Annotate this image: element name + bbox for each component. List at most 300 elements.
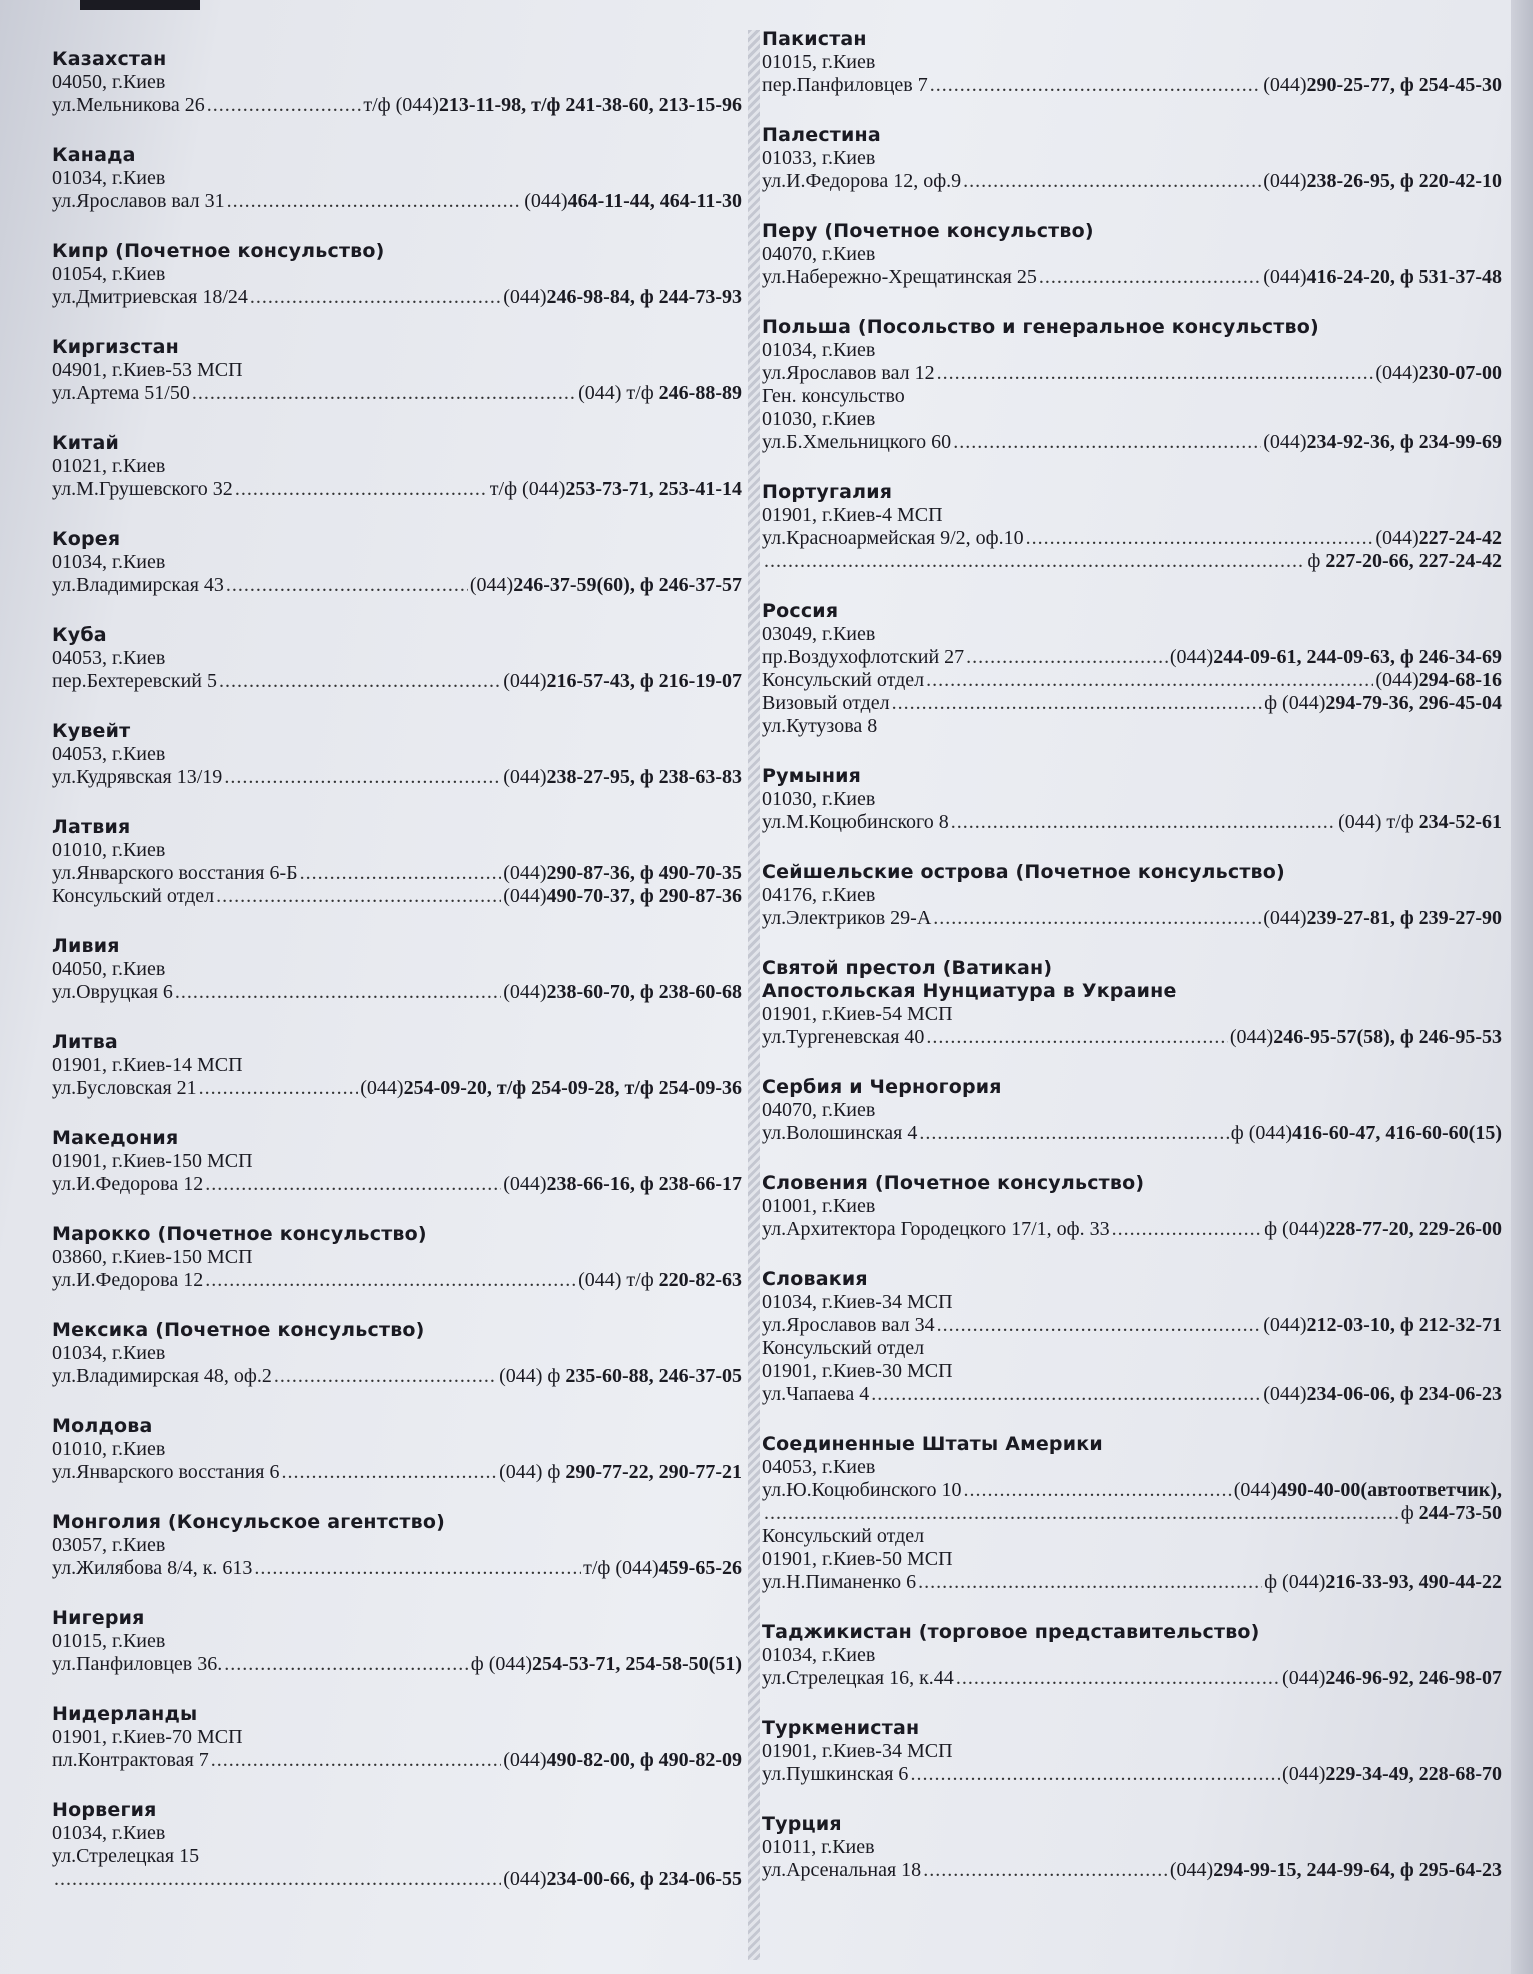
phone-numbers <box>503 1868 742 1891</box>
contact-row <box>762 1314 1502 1337</box>
phone-prefix: (044) ф <box>499 1461 566 1483</box>
embassy-entry <box>52 432 742 501</box>
phone-numbers <box>1401 1502 1502 1525</box>
phone-numbers <box>1264 1218 1502 1241</box>
country-name: Киргизстан <box>52 336 179 358</box>
country-name: Пакистан <box>762 28 867 50</box>
address-line: 01011, г.Киев <box>762 1836 875 1858</box>
address-label: ул.Волошинская 4 <box>762 1122 918 1144</box>
contact-row <box>762 1571 1502 1594</box>
leader-dots <box>764 550 1305 573</box>
address-line: 04053, г.Киев <box>52 743 166 765</box>
contact-row <box>762 1502 1502 1525</box>
phone-prefix: (044) <box>503 1173 547 1195</box>
phone-prefix: (044) <box>1233 1479 1278 1501</box>
country-name: Марокко (Почетное консульство) <box>52 1223 427 1245</box>
address-label: ул.Красноармейская 9/2, оф.10 <box>762 527 1024 549</box>
address-line: 04176, г.Киев <box>762 884 876 906</box>
phone-prefix: т/ф (044) <box>489 478 566 500</box>
country-name: Туркменистан <box>762 1717 920 1739</box>
phone-prefix: ф (044) <box>1264 1571 1326 1593</box>
phone-numbers <box>1264 692 1502 715</box>
address-label: ул.Кудрявская 13/19 <box>52 766 223 788</box>
phone-numbers <box>1263 907 1502 930</box>
embassy-entry <box>762 28 1502 97</box>
address-label: ул.Ярославов вал 12 <box>762 362 935 384</box>
embassy-entry <box>52 336 742 405</box>
address-line: 04053, г.Киев <box>762 1456 876 1478</box>
phone-number-bold: 234-92-36, ф 234-99-69 <box>1306 431 1502 453</box>
address-label: Консульский отдел <box>52 885 215 907</box>
leader-dots <box>933 907 1261 930</box>
address-label: ул.Артема 51/50 <box>52 382 190 404</box>
leader-dots <box>1026 527 1374 550</box>
phone-prefix: (044) <box>503 862 547 884</box>
contact-row <box>52 574 742 597</box>
leader-dots <box>892 692 1262 715</box>
contact-row <box>52 1269 742 1292</box>
address-line: 01901, г.Киев-54 МСП <box>762 1003 953 1025</box>
phone-prefix: (044) <box>1263 74 1307 96</box>
embassy-entry <box>762 600 1502 738</box>
leader-dots <box>930 74 1261 97</box>
leader-dots <box>300 862 502 885</box>
phone-numbers <box>1263 431 1502 454</box>
country-name: Святой престол (Ватикан) <box>762 957 1053 979</box>
phone-numbers <box>1263 1383 1502 1406</box>
phone-numbers <box>1282 1667 1502 1690</box>
leader-dots <box>282 1461 498 1484</box>
country-name: Китай <box>52 432 119 454</box>
phone-number-bold: 254-09-20, т/ф 254-09-28, т/ф 254-09-36 <box>403 1077 742 1099</box>
address-label: ул.Владимирская 43 <box>52 574 224 596</box>
phone-number-bold: 416-24-20, ф 531-37-48 <box>1306 266 1502 288</box>
country-name: Польша (Посольство и генеральное консульство) <box>762 316 1319 338</box>
phone-number-bold: 216-57-43, ф 216-19-07 <box>546 670 742 692</box>
country-name: Нигерия <box>52 1607 145 1629</box>
embassy-entry <box>762 1268 1502 1406</box>
phone-prefix: (044) <box>503 885 547 907</box>
contact-row <box>762 1667 1502 1690</box>
phone-number-bold: 213-11-98, т/ф 241-38-60, 213-15-96 <box>438 94 742 116</box>
address-label: ул.Бусловская 21 <box>52 1077 197 1099</box>
country-name: Словакия <box>762 1268 868 1290</box>
embassy-entry <box>52 1127 742 1196</box>
leader-dots <box>963 170 1261 193</box>
address-line: 01901, г.Киев-30 МСП <box>762 1360 953 1382</box>
phone-prefix: т/ф (044) <box>363 94 439 116</box>
leader-dots <box>910 1763 1280 1786</box>
address-line: 04050, г.Киев <box>52 71 166 93</box>
embassy-entry <box>762 220 1502 289</box>
phone-number-bold: 294-79-36, 296-45-04 <box>1325 692 1502 714</box>
embassy-entry <box>762 1813 1502 1882</box>
phone-prefix: (044) <box>503 670 547 692</box>
address-line: 04070, г.Киев <box>762 1099 876 1121</box>
address-line: 01030, г.Киев <box>762 788 876 810</box>
phone-number-bold: 464-11-44, 464-11-30 <box>567 190 742 212</box>
phone-numbers <box>1234 1479 1502 1502</box>
phone-number-bold: 246-88-89 <box>658 382 742 404</box>
contact-row <box>52 885 742 908</box>
phone-prefix: ф (044) <box>1264 1218 1326 1240</box>
address-label: пл.Контрактовая 7 <box>52 1749 209 1771</box>
right-column <box>762 28 1502 1909</box>
address-line: 01021, г.Киев <box>52 455 166 477</box>
address-line: 01033, г.Киев <box>762 147 876 169</box>
phone-prefix: (044) <box>1263 1383 1307 1405</box>
contact-row <box>762 1763 1502 1786</box>
leader-dots <box>227 190 523 213</box>
phone-number-bold: 230-07-00 <box>1418 362 1502 384</box>
address-label: ул.Пушкинская 6 <box>762 1763 909 1785</box>
address-line: 01901, г.Киев-50 МСП <box>762 1548 953 1570</box>
phone-prefix: (044) ф <box>499 1365 566 1387</box>
address-line: 04050, г.Киев <box>52 958 166 980</box>
embassy-entry <box>52 1799 742 1891</box>
phone-numbers <box>1375 527 1502 550</box>
phone-numbers <box>1307 550 1502 573</box>
leader-dots <box>207 94 362 117</box>
phone-number-bold: 228-77-20, 229-26-00 <box>1325 1218 1502 1240</box>
leader-dots <box>216 885 501 908</box>
embassy-entry <box>52 720 742 789</box>
phone-number-bold: 294-99-15, 244-99-64, ф 295-64-23 <box>1213 1859 1502 1881</box>
address-line: 01015, г.Киев <box>52 1630 166 1652</box>
address-label: ул.Овруцкая 6 <box>52 981 173 1003</box>
address-line: 01001, г.Киев <box>762 1195 876 1217</box>
phone-numbers <box>524 190 742 213</box>
address-line: 01901, г.Киев-34 МСП <box>762 1740 953 1762</box>
phone-prefix: ф <box>1400 1502 1419 1524</box>
address-label: ул.Дмитриевская 18/24 <box>52 286 248 308</box>
phone-prefix: (044) <box>1282 1763 1326 1785</box>
country-name: Словения (Почетное консульство) <box>762 1172 1145 1194</box>
phone-numbers <box>360 1077 742 1100</box>
embassy-entry <box>762 481 1502 573</box>
contact-row <box>52 1868 742 1891</box>
phone-numbers <box>1263 170 1502 193</box>
embassy-entry <box>52 1031 742 1100</box>
leader-dots <box>219 670 501 693</box>
country-name: Корея <box>52 528 121 550</box>
embassy-entry <box>52 48 742 117</box>
leader-dots <box>1112 1218 1263 1241</box>
embassy-entry <box>52 624 742 693</box>
phone-number-bold: 227-20-66, 227-24-42 <box>1325 550 1502 572</box>
contact-row <box>52 1653 742 1676</box>
address-label: ул.Январского восстания 6-Б <box>52 862 298 884</box>
address-label: ул.Тургеневская 40 <box>762 1026 925 1048</box>
phone-number-bold: 235-60-88, 246-37-05 <box>565 1365 742 1387</box>
contact-row <box>762 362 1502 385</box>
address-line: 01901, г.Киев-150 МСП <box>52 1150 253 1172</box>
address-label: ул.Н.Пиманенко 6 <box>762 1571 917 1593</box>
phone-prefix: (044) <box>360 1077 404 1099</box>
contact-row <box>52 981 742 1004</box>
phone-number-bold: 216-33-93, 490-44-22 <box>1325 1571 1502 1593</box>
contact-row <box>762 1383 1502 1406</box>
embassy-entry <box>52 1319 742 1388</box>
country-name: Соединенные Штаты Америки <box>762 1433 1103 1455</box>
address-line: 04901, г.Киев-53 МСП <box>52 359 243 381</box>
address-label: пер.Панфиловцев 7 <box>762 74 928 96</box>
phone-prefix: (044) <box>503 981 547 1003</box>
phone-numbers <box>499 1461 742 1484</box>
phone-number-bold: 238-60-70, ф 238-60-68 <box>546 981 742 1003</box>
column-divider <box>748 30 760 1960</box>
address-line: 01901, г.Киев-4 МСП <box>762 504 943 526</box>
country-name: Сербия и Черногория <box>762 1076 1002 1098</box>
phone-number-bold: 490-40-00(автоответчик), <box>1277 1479 1502 1501</box>
phone-prefix: (044) <box>1282 1667 1326 1689</box>
leader-dots <box>235 478 488 501</box>
contact-row <box>52 1749 742 1772</box>
address-label: ул.Чапаева 4 <box>762 1383 870 1405</box>
embassy-entry <box>762 957 1502 1049</box>
leader-dots <box>254 1557 581 1580</box>
phone-numbers <box>503 286 742 309</box>
phone-number-bold: 246-37-59(60), ф 246-37-57 <box>513 574 742 596</box>
address-label: Визовый отдел <box>762 692 890 714</box>
phone-number-bold: 229-34-49, 228-68-70 <box>1325 1763 1502 1785</box>
phone-number-bold: 459-65-26 <box>658 1557 742 1579</box>
phone-number-bold: 238-27-95, ф 238-63-83 <box>546 766 742 788</box>
leader-dots <box>926 669 1373 692</box>
country-name: Таджикистан (торговое представительство) <box>762 1621 1260 1643</box>
embassy-entry <box>762 1621 1502 1690</box>
contact-row <box>762 550 1502 573</box>
phone-prefix: (044) <box>1229 1026 1274 1048</box>
contact-row <box>762 1479 1502 1502</box>
leader-dots <box>923 1859 1168 1882</box>
phone-numbers <box>503 885 742 908</box>
address-label: ул.Январского восстания 6 <box>52 1461 280 1483</box>
contact-row <box>52 1365 742 1388</box>
phone-number-bold: 238-66-16, ф 238-66-17 <box>546 1173 742 1195</box>
embassy-entry <box>762 316 1502 454</box>
address-label: ул.Ярославов вал 34 <box>762 1314 935 1336</box>
address-label: ул.Стрелецкая 16, к.44 <box>762 1667 954 1689</box>
contact-row <box>52 1077 742 1100</box>
embassy-entry <box>762 124 1502 193</box>
leader-dots <box>175 981 501 1004</box>
country-name: Кувейт <box>52 720 131 742</box>
phone-prefix: (044) <box>1263 907 1307 929</box>
leader-dots <box>937 362 1374 385</box>
country-name: Куба <box>52 624 107 646</box>
address-line: 01034, г.Киев <box>52 1342 166 1364</box>
address-label: ул.Мельникова 26 <box>52 94 205 116</box>
phone-number-bold: 227-24-42 <box>1418 527 1502 549</box>
phone-prefix: (044) т/ф <box>578 1269 659 1291</box>
phone-numbers <box>1170 1859 1502 1882</box>
phone-numbers <box>490 478 742 501</box>
phone-numbers <box>1170 646 1502 669</box>
address-label: ул.Арсенальная 18 <box>762 1859 922 1881</box>
phone-prefix: (044) <box>503 766 547 788</box>
leader-dots <box>224 766 501 789</box>
address-line: Консульский отдел <box>762 1337 925 1359</box>
phone-numbers <box>470 574 742 597</box>
leader-dots <box>956 1667 1280 1690</box>
top-edge-bar <box>80 0 200 10</box>
country-name: Литва <box>52 1031 118 1053</box>
country-name: Латвия <box>52 816 131 838</box>
leader-dots <box>54 1868 501 1891</box>
leader-dots <box>274 1365 497 1388</box>
phone-numbers <box>471 1653 742 1676</box>
country-name: Россия <box>762 600 839 622</box>
address-label: ул.И.Федорова 12, оф.9 <box>762 170 962 192</box>
country-name: Молдова <box>52 1415 153 1437</box>
address-label: ул.М.Коцюбинского 8 <box>762 811 949 833</box>
leader-dots <box>1039 266 1261 289</box>
address-line: ул.Кутузова 8 <box>762 715 878 737</box>
phone-number-bold: 212-03-10, ф 212-32-71 <box>1306 1314 1502 1336</box>
address-label: ул.Ю.Коцюбинского 10 <box>762 1479 962 1501</box>
phone-number-bold: 239-27-81, ф 239-27-90 <box>1306 907 1502 929</box>
address-label: ул.М.Грушевского 32 <box>52 478 233 500</box>
leader-dots <box>205 1269 576 1292</box>
address-line: 01034, г.Киев <box>762 1644 876 1666</box>
phone-number-bold: 234-00-66, ф 234-06-55 <box>546 1868 742 1890</box>
address-line: 01034, г.Киев <box>52 1822 166 1844</box>
contact-row <box>52 862 742 885</box>
address-line: 01034, г.Киев-34 МСП <box>762 1291 953 1313</box>
phone-prefix: (044) <box>469 574 514 596</box>
phone-numbers <box>1375 362 1502 385</box>
phone-number-bold: 244-73-50 <box>1418 1502 1502 1524</box>
leader-dots <box>966 646 1168 669</box>
contact-row <box>762 692 1502 715</box>
phone-prefix: ф (044) <box>1264 692 1326 714</box>
phone-number-bold: 234-06-06, ф 234-06-23 <box>1306 1383 1502 1405</box>
address-label: пр.Воздухофлотский 27 <box>762 646 965 668</box>
phone-number-bold: 234-52-61 <box>1418 811 1502 833</box>
phone-numbers <box>363 94 742 117</box>
leader-dots <box>199 1077 359 1100</box>
embassy-entry <box>52 144 742 213</box>
phone-numbers <box>1263 74 1502 97</box>
address-line: 04053, г.Киев <box>52 647 166 669</box>
mission-name: Апостольская Нунциатура в Украине <box>762 980 1177 1002</box>
address-line: 01901, г.Киев-70 МСП <box>52 1726 243 1748</box>
phone-numbers <box>1263 266 1502 289</box>
embassy-entry <box>762 1717 1502 1786</box>
contact-row <box>762 669 1502 692</box>
address-label: пер.Бехтеревский 5 <box>52 670 217 692</box>
country-name: Канада <box>52 144 136 166</box>
leader-dots <box>919 1122 1228 1145</box>
address-label: ул.Панфиловцев 36. <box>52 1653 223 1675</box>
embassy-entry <box>52 528 742 597</box>
address-line: 01034, г.Киев <box>762 339 876 361</box>
country-name: Ливия <box>52 935 120 957</box>
address-line: 01010, г.Киев <box>52 839 166 861</box>
contact-row <box>52 1173 742 1196</box>
phone-prefix: ф (044) <box>1230 1122 1293 1144</box>
contact-row <box>762 431 1502 454</box>
address-line: 03860, г.Киев-150 МСП <box>52 1246 253 1268</box>
address-line: 03049, г.Киев <box>762 623 876 645</box>
phone-number-bold: 290-87-36, ф 490-70-35 <box>546 862 742 884</box>
embassy-entry <box>52 1703 742 1772</box>
address-line: 01010, г.Киев <box>52 1438 166 1460</box>
phone-number-bold: 246-95-57(58), ф 246-95-53 <box>1273 1026 1502 1048</box>
phone-prefix: ф (044) <box>470 1653 533 1675</box>
contact-row <box>52 1557 742 1580</box>
phone-prefix: т/ф (044) <box>583 1557 659 1579</box>
leader-dots <box>192 382 576 405</box>
leader-dots <box>918 1571 1262 1594</box>
leader-dots <box>226 574 468 597</box>
embassy-entry <box>762 1172 1502 1241</box>
country-name: Турция <box>762 1813 842 1835</box>
phone-numbers <box>1263 1314 1502 1337</box>
address-line: Ген. консульство <box>762 385 905 407</box>
country-name: Норвегия <box>52 1799 157 1821</box>
phone-prefix: (044) <box>1263 1314 1307 1336</box>
phone-number-bold: 254-53-71, 254-58-50(51) <box>532 1653 742 1675</box>
leader-dots <box>926 1026 1227 1049</box>
phone-prefix: (044) т/ф <box>1338 811 1419 833</box>
phone-numbers <box>583 1557 742 1580</box>
phone-prefix: (044) <box>1263 431 1307 453</box>
leader-dots <box>937 1314 1262 1337</box>
address-line: 01034, г.Киев <box>52 551 166 573</box>
phone-numbers <box>1375 669 1502 692</box>
country-name: Кипр (Почетное консульство) <box>52 240 385 262</box>
embassy-entry <box>52 240 742 309</box>
contact-row <box>762 646 1502 669</box>
phone-prefix: (044) <box>503 286 547 308</box>
embassy-entry <box>762 1076 1502 1145</box>
leader-dots <box>964 1479 1232 1502</box>
leader-dots <box>205 1173 501 1196</box>
contact-row <box>52 478 742 501</box>
phone-numbers <box>1264 1571 1502 1594</box>
address-line: 04070, г.Киев <box>762 243 876 265</box>
contact-row <box>52 766 742 789</box>
phone-prefix: (044) <box>503 1868 547 1890</box>
contact-row <box>762 170 1502 193</box>
phone-numbers <box>503 766 742 789</box>
address-line: 01901, г.Киев-14 МСП <box>52 1054 243 1076</box>
contact-row <box>52 94 742 117</box>
country-name: Румыния <box>762 765 862 787</box>
phone-number-bold: 290-25-77, ф 254-45-30 <box>1306 74 1502 96</box>
phone-prefix: (044) <box>1375 527 1419 549</box>
leader-dots <box>224 1653 469 1676</box>
phone-numbers <box>503 1749 742 1772</box>
leader-dots <box>871 1383 1261 1406</box>
address-label: ул.Ярославов вал 31 <box>52 190 225 212</box>
phone-prefix: (044) <box>1263 266 1307 288</box>
address-line: 01034, г.Киев <box>52 167 166 189</box>
phone-prefix: (044) т/ф <box>578 382 659 404</box>
leader-dots <box>764 1502 1399 1525</box>
phone-number-bold: 490-82-00, ф 490-82-09 <box>546 1749 742 1771</box>
leader-dots <box>951 811 1336 834</box>
contact-row <box>762 74 1502 97</box>
embassy-entry <box>762 1433 1502 1594</box>
contact-row <box>762 1026 1502 1049</box>
country-name: Казахстан <box>52 48 167 70</box>
embassy-entry <box>52 816 742 908</box>
country-name: Монголия (Консульское агентство) <box>52 1511 446 1533</box>
address-line: 01030, г.Киев <box>762 408 876 430</box>
